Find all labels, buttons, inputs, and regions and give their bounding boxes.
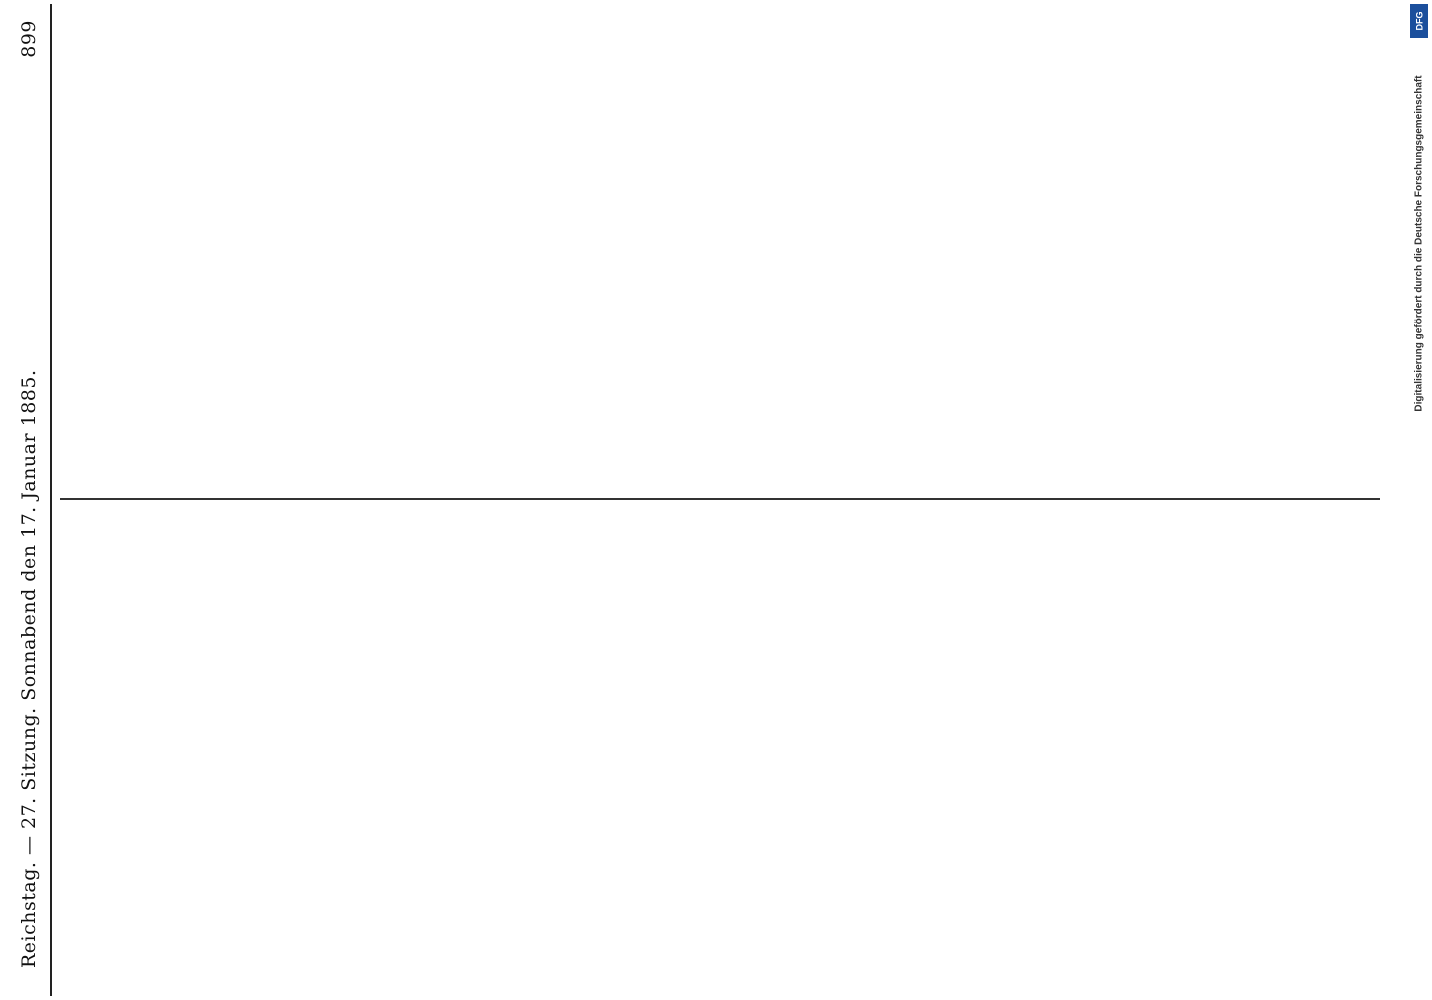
dfg-logo-text: DFG [1414,11,1424,31]
rotated-page-content [4,4,1394,996]
dfg-credit-strip [1410,8,1428,478]
running-head [18,4,44,996]
running-head-title: Reichstag. — 27. Sitzung. Sonnabend den 17. Januar 1885. [18,369,40,968]
column-left [64,518,1384,990]
header-rule [50,4,52,996]
column-right [64,10,1384,482]
page-number: 899 [18,20,40,58]
dfg-credit-text: Digitalisierung gefördert durch die Deutsche Forschungsgemeinschaft [1413,74,1425,412]
column-divider [60,498,1380,500]
